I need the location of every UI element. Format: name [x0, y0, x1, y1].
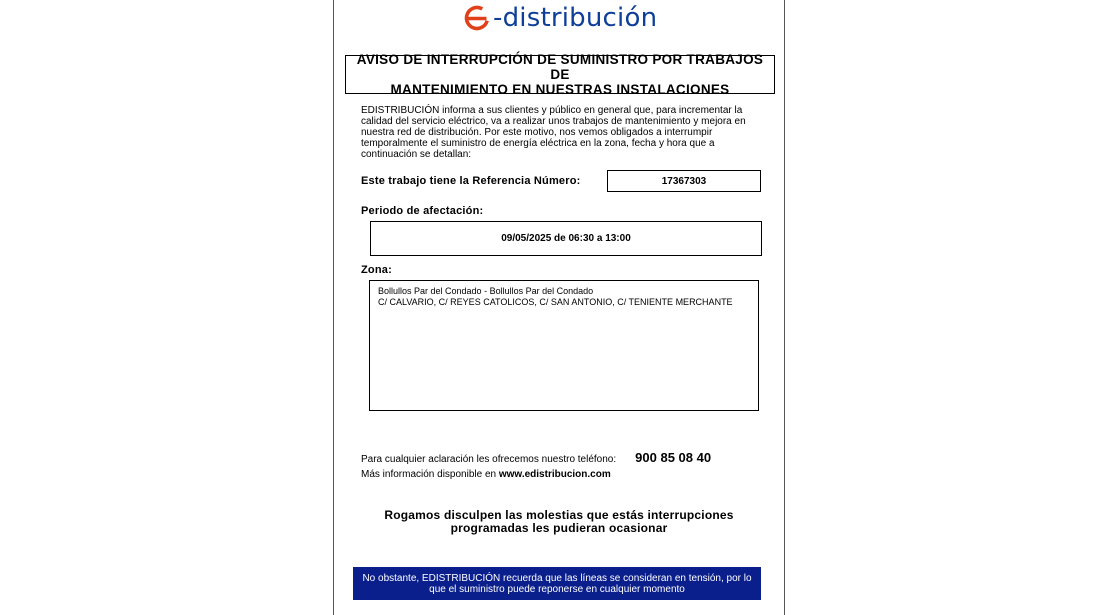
intro-line: calidad del servicio eléctrico, va a realizar unos trabajos de mantenimiento y mejora en: [361, 116, 746, 127]
reference-number: 17367303: [607, 170, 761, 192]
intro-line: EDISTRIBUCIÓN informa a sus clientes y público en general que, para incrementar la: [361, 105, 743, 116]
logo-e-icon: [463, 4, 491, 32]
apology-line-2: programadas les pudieran ocasionar: [450, 521, 668, 535]
phone-label: Para cualquier aclaración les ofrecemos nuestro teléfono:: [361, 454, 617, 465]
edistribucion-logo: [463, 2, 657, 34]
apology-line-1: Rogamos disculpen las molestias que estás interrupciones: [384, 508, 734, 522]
more-info-label: Más información disponible en: [361, 469, 497, 480]
zone-line: C/ CALVARIO, C/ REYES CATOLICOS, C/ SAN ANTONIO, C/ TENIENTE MERCHANTE: [378, 296, 733, 307]
zone-box: [369, 280, 759, 411]
zone-label: Zona:: [361, 264, 392, 276]
apology-message: [354, 509, 764, 535]
intro-line: continuación se detallan:: [361, 149, 472, 160]
website-link[interactable]: www.edistribucion.com: [498, 469, 611, 480]
zone-line: Bollullos Par del Condado - Bollullos Par del Condado: [378, 286, 594, 296]
warning-line-2: que el suministro puede reponerse en cualquier momento: [429, 583, 685, 595]
phone-number[interactable]: 900 85 08 40: [635, 450, 712, 465]
title-line-2: MANTENIMIENTO EN NUESTRAS INSTALACIONES: [390, 82, 730, 97]
title-line-1: AVISO DE INTERRUPCIÓN DE SUMINISTRO POR TRABAJOS DE: [356, 52, 764, 82]
phone-line: [361, 450, 711, 465]
intro-paragraph: [361, 105, 749, 160]
notice-page: [333, 0, 785, 615]
intro-line: temporalmente el suministro de energía eléctrica en la zona, fecha y hora que a: [361, 138, 715, 149]
tension-warning-box: [353, 567, 761, 600]
more-info-line: [361, 469, 611, 480]
reference-label: Este trabajo tiene la Referencia Número:: [361, 175, 581, 187]
notice-title: [345, 52, 775, 97]
warning-line-1: No obstante, EDISTRIBUCIÓN recuerda que las líneas se consideran en tensión, por lo: [362, 572, 752, 584]
period-label: Periodo de afectación:: [361, 205, 484, 217]
intro-line: nuestra red de distribución. Por este motivo, nos vemos obligados a interrumpir: [361, 127, 713, 138]
period-value: 09/05/2025 de 06:30 a 13:00: [370, 221, 762, 256]
logo-text: -distribución: [493, 3, 658, 33]
